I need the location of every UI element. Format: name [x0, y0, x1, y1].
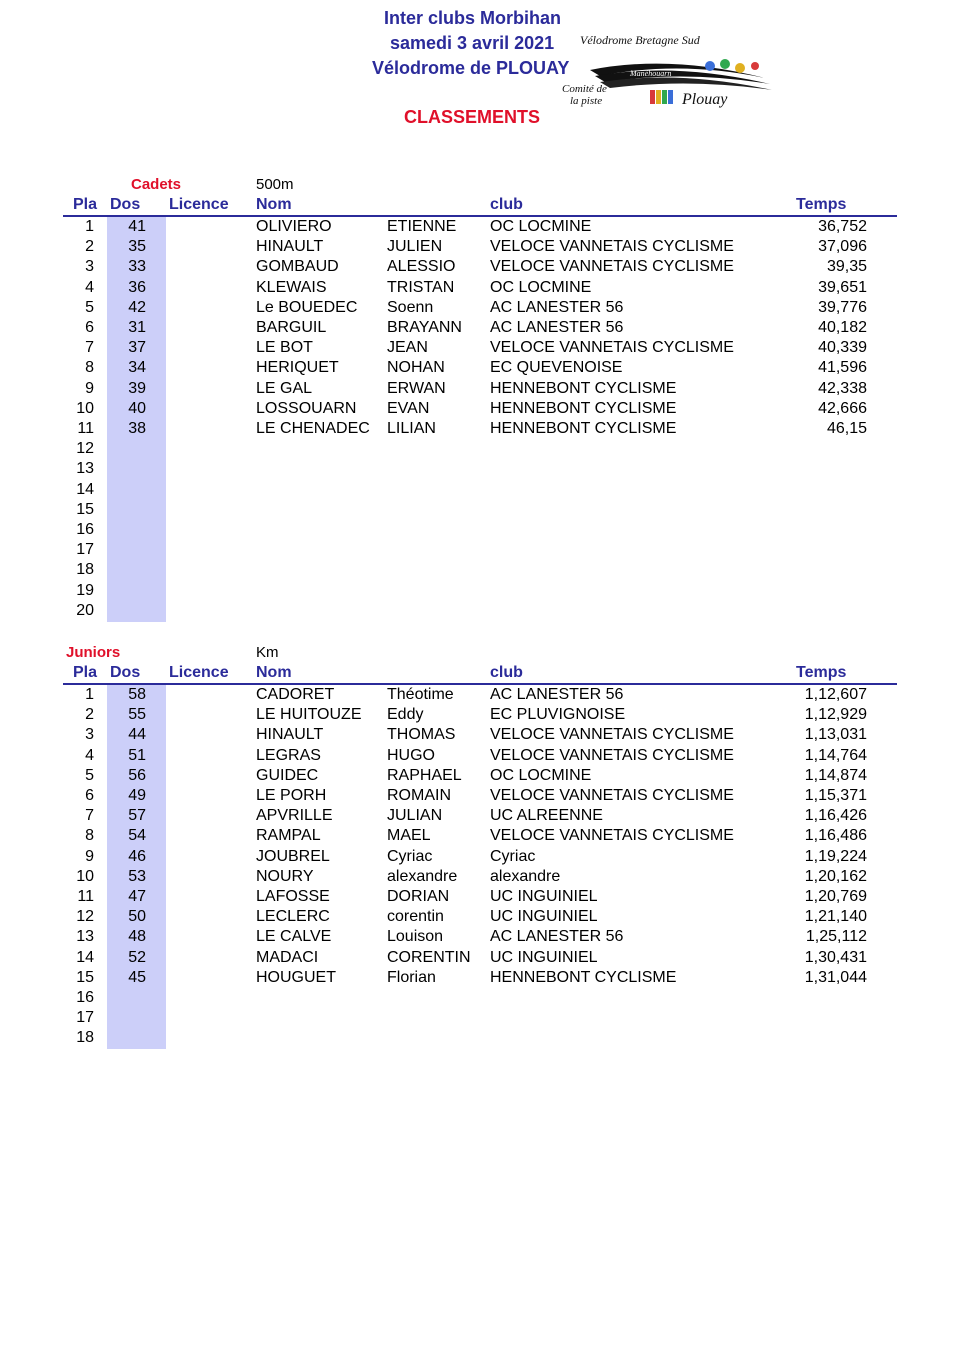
first-name: Eddy: [387, 706, 424, 724]
time: 1,16,426: [804, 807, 867, 825]
place: 6: [85, 319, 94, 336]
table-row: [0, 786, 960, 806]
first-name: RAPHAEL: [387, 766, 462, 784]
col-pla: Pla: [73, 664, 98, 681]
place: 3: [85, 726, 94, 744]
club-name: UC INGUINIEL: [490, 888, 598, 905]
table-row: [0, 338, 960, 358]
place: 17: [76, 541, 94, 559]
place: 3: [85, 258, 94, 276]
place: 20: [76, 601, 94, 619]
club-name: HENNEBONT CYCLISME: [490, 420, 677, 437]
table-row: [0, 867, 960, 887]
place: 5: [85, 766, 94, 784]
place: 16: [76, 989, 94, 1006]
bib-number: 49: [128, 787, 146, 804]
place: 14: [76, 480, 94, 498]
club-name: AC LANESTER 56: [490, 319, 624, 336]
first-name: JEAN: [387, 339, 428, 357]
club-name: EC PLUVIGNOISE: [490, 706, 626, 724]
place: 10: [76, 399, 94, 417]
table-row: [0, 278, 960, 298]
last-name: CADORET: [256, 686, 335, 703]
place: 18: [76, 1029, 94, 1047]
last-name: LE BOT: [256, 339, 313, 357]
table-row: [0, 257, 960, 277]
time: 41,596: [818, 359, 867, 377]
bib-number: 40: [128, 399, 146, 417]
first-name: alexandre: [387, 867, 458, 885]
bib-number: 58: [128, 686, 146, 703]
logo-text-piste: la piste: [570, 95, 603, 107]
first-name: Théotime: [387, 686, 454, 703]
bib-number: 39: [128, 379, 146, 397]
last-name: HINAULT: [256, 726, 324, 744]
place: 4: [85, 746, 94, 764]
first-name: EVAN: [387, 399, 430, 417]
first-name: JULIEN: [387, 238, 443, 256]
place: 14: [76, 948, 94, 966]
club-name: HENNEBONT CYCLISME: [490, 399, 677, 417]
place: 13: [76, 460, 94, 478]
place: 8: [85, 359, 94, 377]
place: 2: [85, 238, 94, 256]
bib-number: 46: [128, 847, 146, 865]
last-name: MADACI: [256, 948, 319, 966]
bib-number: 31: [128, 319, 146, 336]
last-name: BARGUIL: [256, 319, 327, 336]
last-name: HOUGUET: [256, 968, 336, 986]
place: 18: [76, 561, 94, 579]
last-name: LECLERC: [256, 908, 330, 926]
table-row: [0, 459, 960, 479]
club-name: VELOCE VANNETAIS CYCLISME: [490, 258, 734, 276]
table-row: [0, 439, 960, 459]
first-name: MAEL: [387, 827, 431, 845]
table-row: [0, 560, 960, 580]
velodrome-logo: [560, 26, 780, 116]
bib-number: 36: [128, 278, 146, 296]
club-name: OC LOCMINE: [490, 218, 592, 235]
logo-text-manehouarn: Manéhouarn: [630, 69, 672, 78]
table-row: [0, 746, 960, 766]
table-row: [0, 948, 960, 968]
bib-number: 44: [128, 726, 146, 744]
time: 1,12,929: [804, 706, 867, 724]
place: 17: [76, 1009, 94, 1027]
col-club: club: [490, 664, 523, 681]
juniors-distance: Km: [256, 644, 279, 661]
bib-number: 45: [128, 968, 146, 986]
club-name: alexandre: [490, 867, 561, 885]
logo-text-velodrome: Vélodrome Bretagne Sud: [580, 33, 700, 47]
last-name: LE PORH: [256, 787, 327, 804]
place: 5: [85, 298, 94, 316]
club-name: Cyriac: [490, 847, 536, 865]
time: 40,182: [818, 319, 867, 336]
last-name: LE CHENADEC: [256, 420, 370, 437]
table-row: [0, 480, 960, 500]
table-row: [0, 399, 960, 419]
first-name: Soenn: [387, 298, 434, 316]
last-name: NOURY: [256, 867, 314, 885]
last-name: KLEWAIS: [256, 278, 327, 296]
bib-number: 35: [128, 238, 146, 256]
cadets-label: Cadets: [131, 176, 182, 193]
club-name: VELOCE VANNETAIS CYCLISME: [490, 787, 734, 804]
col-club: club: [490, 196, 523, 213]
table-row: [0, 968, 960, 988]
first-name: NOHAN: [387, 359, 445, 377]
club-name: EC QUEVENOISE: [490, 359, 623, 377]
cadets-distance: 500m: [256, 176, 294, 193]
first-name: Louison: [387, 928, 444, 946]
table-row: [0, 887, 960, 907]
table-row: [0, 318, 960, 338]
club-name: AC LANESTER 56: [490, 298, 624, 316]
place: 11: [77, 420, 94, 437]
first-name: TRISTAN: [387, 278, 455, 296]
bib-number: 47: [128, 888, 146, 905]
first-name: DORIAN: [387, 888, 450, 905]
place: 7: [85, 807, 94, 825]
bib-number: 52: [128, 948, 146, 966]
juniors-label: Juniors: [66, 644, 121, 661]
table-row: [0, 500, 960, 520]
logo-text-comite: Comité de: [562, 83, 607, 95]
place: 15: [76, 500, 94, 518]
last-name: LE CALVE: [256, 928, 332, 946]
col-pla: Pla: [73, 196, 98, 213]
event-venue: Vélodrome de PLOUAY: [372, 58, 570, 78]
place: 10: [76, 867, 94, 885]
table-row: [0, 847, 960, 867]
last-name: LOSSOUARN: [256, 399, 357, 417]
col-temps: Temps: [796, 196, 847, 213]
club-name: HENNEBONT CYCLISME: [490, 968, 677, 986]
club-name: HENNEBONT CYCLISME: [490, 379, 677, 397]
time: 1,25,112: [805, 928, 867, 946]
table-row: [0, 725, 960, 745]
table-row: [0, 907, 960, 927]
bib-number: 56: [128, 766, 146, 784]
first-name: corentin: [387, 908, 444, 926]
time: 1,16,486: [804, 827, 867, 845]
place: 19: [76, 581, 94, 599]
place: 9: [85, 847, 94, 865]
table-row: [0, 685, 960, 705]
club-name: UC INGUINIEL: [490, 948, 598, 966]
time: 1,15,371: [804, 787, 867, 804]
first-name: HUGO: [387, 746, 435, 764]
first-name: CORENTIN: [387, 948, 471, 966]
club-name: AC LANESTER 56: [490, 928, 624, 946]
col-dos: Dos: [110, 664, 141, 681]
bib-number: 55: [128, 706, 146, 724]
last-name: OLIVIERO: [256, 218, 332, 235]
place: 1: [85, 218, 94, 235]
time: 1,20,769: [804, 888, 867, 905]
first-name: JULIAN: [387, 807, 443, 825]
place: 6: [85, 787, 94, 804]
time: 1,19,224: [804, 847, 867, 865]
last-name: LAFOSSE: [256, 888, 330, 905]
club-name: VELOCE VANNETAIS CYCLISME: [490, 827, 734, 845]
time: 1,12,607: [804, 686, 867, 703]
last-name: LEGRAS: [256, 746, 321, 764]
first-name: LILIAN: [387, 420, 436, 437]
last-name: LE GAL: [256, 379, 313, 397]
time: 36,752: [818, 218, 867, 235]
table-row: [0, 806, 960, 826]
bib-number: 51: [128, 746, 146, 764]
event-title: Inter clubs Morbihan: [384, 8, 562, 28]
col-nom: Nom: [256, 196, 292, 213]
time: 39,776: [818, 298, 867, 316]
last-name: HINAULT: [256, 238, 324, 256]
club-name: UC ALREENNE: [490, 807, 603, 825]
time: 1,31,044: [804, 968, 867, 986]
table-row: [0, 520, 960, 540]
table-row: [0, 705, 960, 725]
logo-text-plouay: Plouay: [682, 91, 728, 108]
time: 1,13,031: [804, 726, 867, 744]
last-name: APVRILLE: [256, 807, 333, 825]
table-row: [0, 601, 960, 621]
table-row: [0, 419, 960, 439]
time: 1,14,874: [804, 766, 867, 784]
bib-number: 38: [128, 420, 146, 437]
place: 1: [85, 686, 94, 703]
col-nom: Nom: [256, 664, 292, 681]
table-row: [0, 581, 960, 601]
time: 1,30,431: [804, 948, 867, 966]
first-name: BRAYANN: [387, 319, 462, 336]
place: 7: [85, 339, 94, 357]
table-row: [0, 358, 960, 378]
table-row: [0, 217, 960, 237]
time: 37,096: [818, 238, 867, 256]
table-row: [0, 988, 960, 1008]
time: 42,338: [818, 379, 867, 397]
place: 9: [85, 379, 94, 397]
bib-number: 53: [128, 867, 146, 885]
bib-number: 54: [128, 827, 146, 845]
table-row: [0, 927, 960, 947]
last-name: Le BOUEDEC: [256, 298, 358, 316]
club-name: UC INGUINIEL: [490, 908, 598, 926]
club-name: OC LOCMINE: [490, 766, 592, 784]
time: 42,666: [818, 399, 867, 417]
first-name: Florian: [387, 968, 436, 986]
time: 1,20,162: [804, 867, 867, 885]
bib-number: 57: [128, 807, 146, 825]
table-row: [0, 826, 960, 846]
place: 8: [85, 827, 94, 845]
last-name: GUIDEC: [256, 766, 319, 784]
col-temps: Temps: [796, 664, 847, 681]
first-name: ETIENNE: [387, 218, 457, 235]
first-name: ROMAIN: [387, 787, 451, 804]
col-licence: Licence: [169, 664, 229, 681]
place: 15: [76, 968, 94, 986]
time: 39,35: [826, 258, 867, 276]
last-name: RAMPAL: [256, 827, 321, 845]
club-name: VELOCE VANNETAIS CYCLISME: [490, 746, 734, 764]
time: 39,651: [818, 278, 867, 296]
last-name: HERIQUET: [256, 359, 339, 377]
col-dos: Dos: [110, 196, 141, 213]
time: 1,14,764: [804, 746, 867, 764]
event-date: samedi 3 avril 2021: [390, 33, 555, 53]
bib-number: 34: [128, 359, 146, 377]
bib-number: 41: [128, 218, 146, 235]
place: 16: [76, 521, 94, 538]
place: 2: [85, 706, 94, 724]
time: 46,15: [826, 420, 867, 437]
last-name: JOUBREL: [256, 847, 330, 865]
club-name: VELOCE VANNETAIS CYCLISME: [490, 238, 734, 256]
place: 13: [76, 928, 94, 946]
club-name: OC LOCMINE: [490, 278, 592, 296]
last-name: GOMBAUD: [256, 258, 339, 276]
bib-number: 50: [128, 908, 146, 926]
table-row: [0, 237, 960, 257]
place: 12: [76, 908, 94, 926]
col-licence: Licence: [169, 196, 229, 213]
last-name: LE HUITOUZE: [256, 706, 362, 724]
club-name: AC LANESTER 56: [490, 686, 624, 703]
club-name: VELOCE VANNETAIS CYCLISME: [490, 726, 734, 744]
classements-title: CLASSEMENTS: [404, 107, 541, 127]
table-row: [0, 1008, 960, 1028]
table-row: [0, 1028, 960, 1048]
bib-number: 42: [128, 298, 146, 316]
place: 4: [85, 278, 94, 296]
first-name: Cyriac: [387, 847, 433, 865]
first-name: ERWAN: [387, 379, 446, 397]
bib-number: 48: [128, 928, 146, 946]
table-row: [0, 540, 960, 560]
place: 11: [77, 888, 94, 905]
time: 1,21,140: [804, 908, 867, 926]
table-row: [0, 379, 960, 399]
time: 40,339: [818, 339, 867, 357]
first-name: THOMAS: [387, 726, 456, 744]
first-name: ALESSIO: [387, 258, 456, 276]
club-name: VELOCE VANNETAIS CYCLISME: [490, 339, 734, 357]
place: 12: [76, 440, 94, 458]
table-row: [0, 298, 960, 318]
bib-number: 33: [128, 258, 146, 276]
bib-number: 37: [128, 339, 146, 357]
table-row: [0, 766, 960, 786]
